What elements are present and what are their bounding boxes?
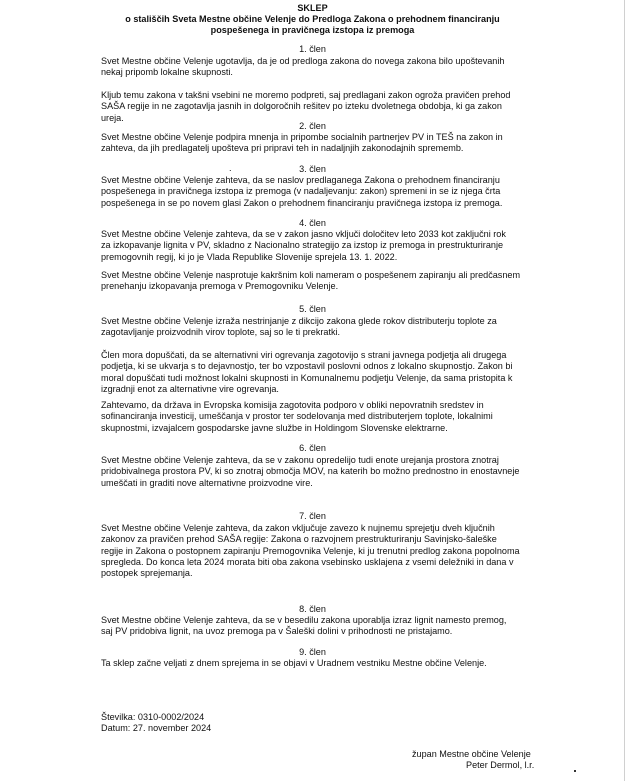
c4-p1-line: za izkopavanje lignita v PV, skladno z Nacionalno strategijo za izstop iz premoga in prestrukturiranje bbox=[101, 240, 504, 251]
c1-article-heading: 1. člen bbox=[299, 44, 326, 54]
c4-p2-line: Svet Mestne občine Velenje nasprotuje kakršnim koli nameram o pospešenem zapiranju ali predčasnem bbox=[101, 270, 521, 280]
c5-article-heading: 5. člen bbox=[299, 304, 326, 314]
c3-p1-line: pospešenega in se po novem glasi Zakon o prehodnem financiranju pravičnega izstopa iz premoga. bbox=[101, 197, 503, 208]
resolution-title-line-2: pospešenega in pravičnega izstopa iz premoga bbox=[210, 25, 415, 35]
c6-p1-line: umeščati in graditi nove alternativne proizvodne vire. bbox=[101, 477, 313, 488]
c4-p2-line: prenehanju izkopavanja premoga v Premogovniku Velenje. bbox=[101, 281, 339, 292]
c7-p1-line: postopek sprejemanja. bbox=[101, 568, 193, 579]
c5-p3-line: Zahtevamo, da država in Evropska komisija zagotovita podporo v obliki nepovratnih sredstev in bbox=[101, 400, 484, 410]
c1-p1-line: Svet Mestne občine Velenje ugotavlja, da je od predloga zakona do novega zakona bilo upoštevanih bbox=[101, 56, 505, 66]
c4-p1-line: premogovnih regij, ki jo je Vlada Republike Slovenije sprejela 13. 1. 2022. bbox=[101, 251, 398, 262]
c3-p1-line: pospešenega in pravičnega izstopa iz premoga (v nadaljevanju: zakon) spremeni in se iz njega črta bbox=[101, 186, 501, 197]
c3-p1-line: Svet Mestne občine Velenje zahteva, da se naslov predlaganega Zakona o prehodnem financiranju bbox=[101, 175, 500, 185]
stray-mark bbox=[574, 770, 576, 772]
c7-article-heading: 7. člen bbox=[299, 511, 326, 521]
c3-article-heading: 3. člen bbox=[299, 164, 326, 174]
c5-p2-line: moral dopuščati tudi možnost lokalni skupnosti in Komunalnemu podjetju Velenje, da sama pristopita k bbox=[101, 372, 513, 383]
c4-p1-line: Svet Mestne občine Velenje zahteva, da se v zakon jasno vključi določitev leto 2033 kot zaključni rok bbox=[101, 229, 506, 239]
document-number: Številka: 0310-0002/2024 bbox=[101, 712, 205, 722]
c5-p3-line: sofinanciranja investicij, umeščanja v prostor ter sodelovanja med distributerjem toplote, lokalnimi bbox=[101, 411, 493, 422]
c9-article-heading: 9. člen bbox=[299, 647, 326, 657]
c4-article-heading: 4. člen bbox=[299, 218, 326, 228]
c5-p1-line: Svet Mestne občine Velenje izraža nestrinjanje z dikcijo zakona glede rokov distributerju toplote za bbox=[101, 316, 497, 326]
c9-p1-line: Ta sklep začne veljati z dnem sprejema in se objavi v Uradnem vestniku Mestne občine Velenje. bbox=[101, 658, 487, 668]
c5-p1-line: zagotavljanje proizvodnih virov toplote, saj so le ti prekratki. bbox=[101, 327, 341, 338]
resolution-heading: SKLEP bbox=[297, 3, 328, 13]
c8-p1-line: Svet Mestne občine Velenje zahteva, da se v besedilu zakona uporablja izraz lignit namesto premog, bbox=[101, 615, 507, 625]
signature-title: župan Mestne občine Velenje bbox=[412, 749, 531, 759]
c2-p1-line: Svet Mestne občine Velenje podpira mnenja in pripombe socialnih partnerjev PV in TEŠ na zakon in bbox=[101, 132, 503, 142]
c1-p2-line: SAŠA regije in ne zagotavlja jasnih in dolgoročnih rešitev po izteku dvoletnega obdobja, ki ga zakon bbox=[101, 101, 502, 112]
c8-article-heading: 8. člen bbox=[299, 604, 326, 614]
c7-p1-line: spregleda. Do konca leta 2024 morata biti oba zakona vsebinsko usklajena z vsemi deležniki in dana v bbox=[101, 556, 514, 567]
c2-p1-line: zahteva, da jih predlagatelj upošteva pri pripravi teh in nadaljnjih zakonodajnih sprememb. bbox=[101, 143, 464, 154]
c1-p2-line: ureja. bbox=[101, 112, 124, 123]
c7-p1-line: Svet Mestne občine Velenje zahteva, da zakon vključuje zavezo k nujnemu sprejetju dveh ključnih bbox=[101, 523, 495, 533]
c5-p2-line: Člen mora dopuščati, da se alternativni viri ogrevanja zagotovijo s strani javnega podjetja ali drugega bbox=[101, 350, 507, 360]
c8-p1-line: saj PV pridobiva lignit, na uvoz premoga pa v Šaleški dolini v prihodnosti ne pristajamo. bbox=[101, 626, 453, 637]
c6-article-heading: 6. člen bbox=[299, 443, 326, 453]
c7-p1-line: zakonov za pravičen prehod SAŠA regije: Zakona o razvojnem prestrukturiranju Savinjsko-šaleške bbox=[101, 534, 497, 545]
c5-p2-line: podjetja, ki se ukvarja s to dejavnostjo, ter bo vzpostavil poslovni odnos z lokalno skupnostjo. Zakon bi bbox=[101, 361, 513, 372]
resolution-title-line-1: o stališčih Sveta Mestne občine Velenje do Predloga Zakona o prehodnem financiranju bbox=[125, 14, 500, 24]
document-date: Datum: 27. november 2024 bbox=[101, 723, 212, 733]
c7-p1-line: regije in Zakona o postopnem zapiranju Premogovnika Velenje, ki ju trenutni predlog zakona popolnoma bbox=[101, 545, 520, 556]
c1-p1-line: nekaj pripomb lokalne skupnosti. bbox=[101, 67, 233, 78]
c1-p2-line: Kljub temu zakona v takšni vsebini ne moremo podpreti, saj predlagani zakon ogroža pravičen prehod bbox=[101, 90, 511, 100]
c6-p1-line: pridobivalnega prostora PV, ki so znotraj območja MOV, na katerih bo možno prednostno in enostavneje bbox=[101, 466, 520, 477]
stray-dot: . bbox=[229, 163, 232, 173]
c6-p1-line: Svet Mestne občine Velenje zahteva, da se v zakonu opredelijo tudi enote urejanja prostora znotraj bbox=[101, 455, 499, 465]
signature-name: Peter Dermol, l.r. bbox=[466, 760, 535, 770]
c5-p2-line: izgradnji enot za alternativne vire ogrevanja. bbox=[101, 383, 279, 394]
c2-article-heading: 2. člen bbox=[299, 121, 326, 131]
c5-p3-line: skupnostmi, izvajalcem gospodarske javne službe in Holdingom Slovenske elektrarne. bbox=[101, 422, 448, 433]
